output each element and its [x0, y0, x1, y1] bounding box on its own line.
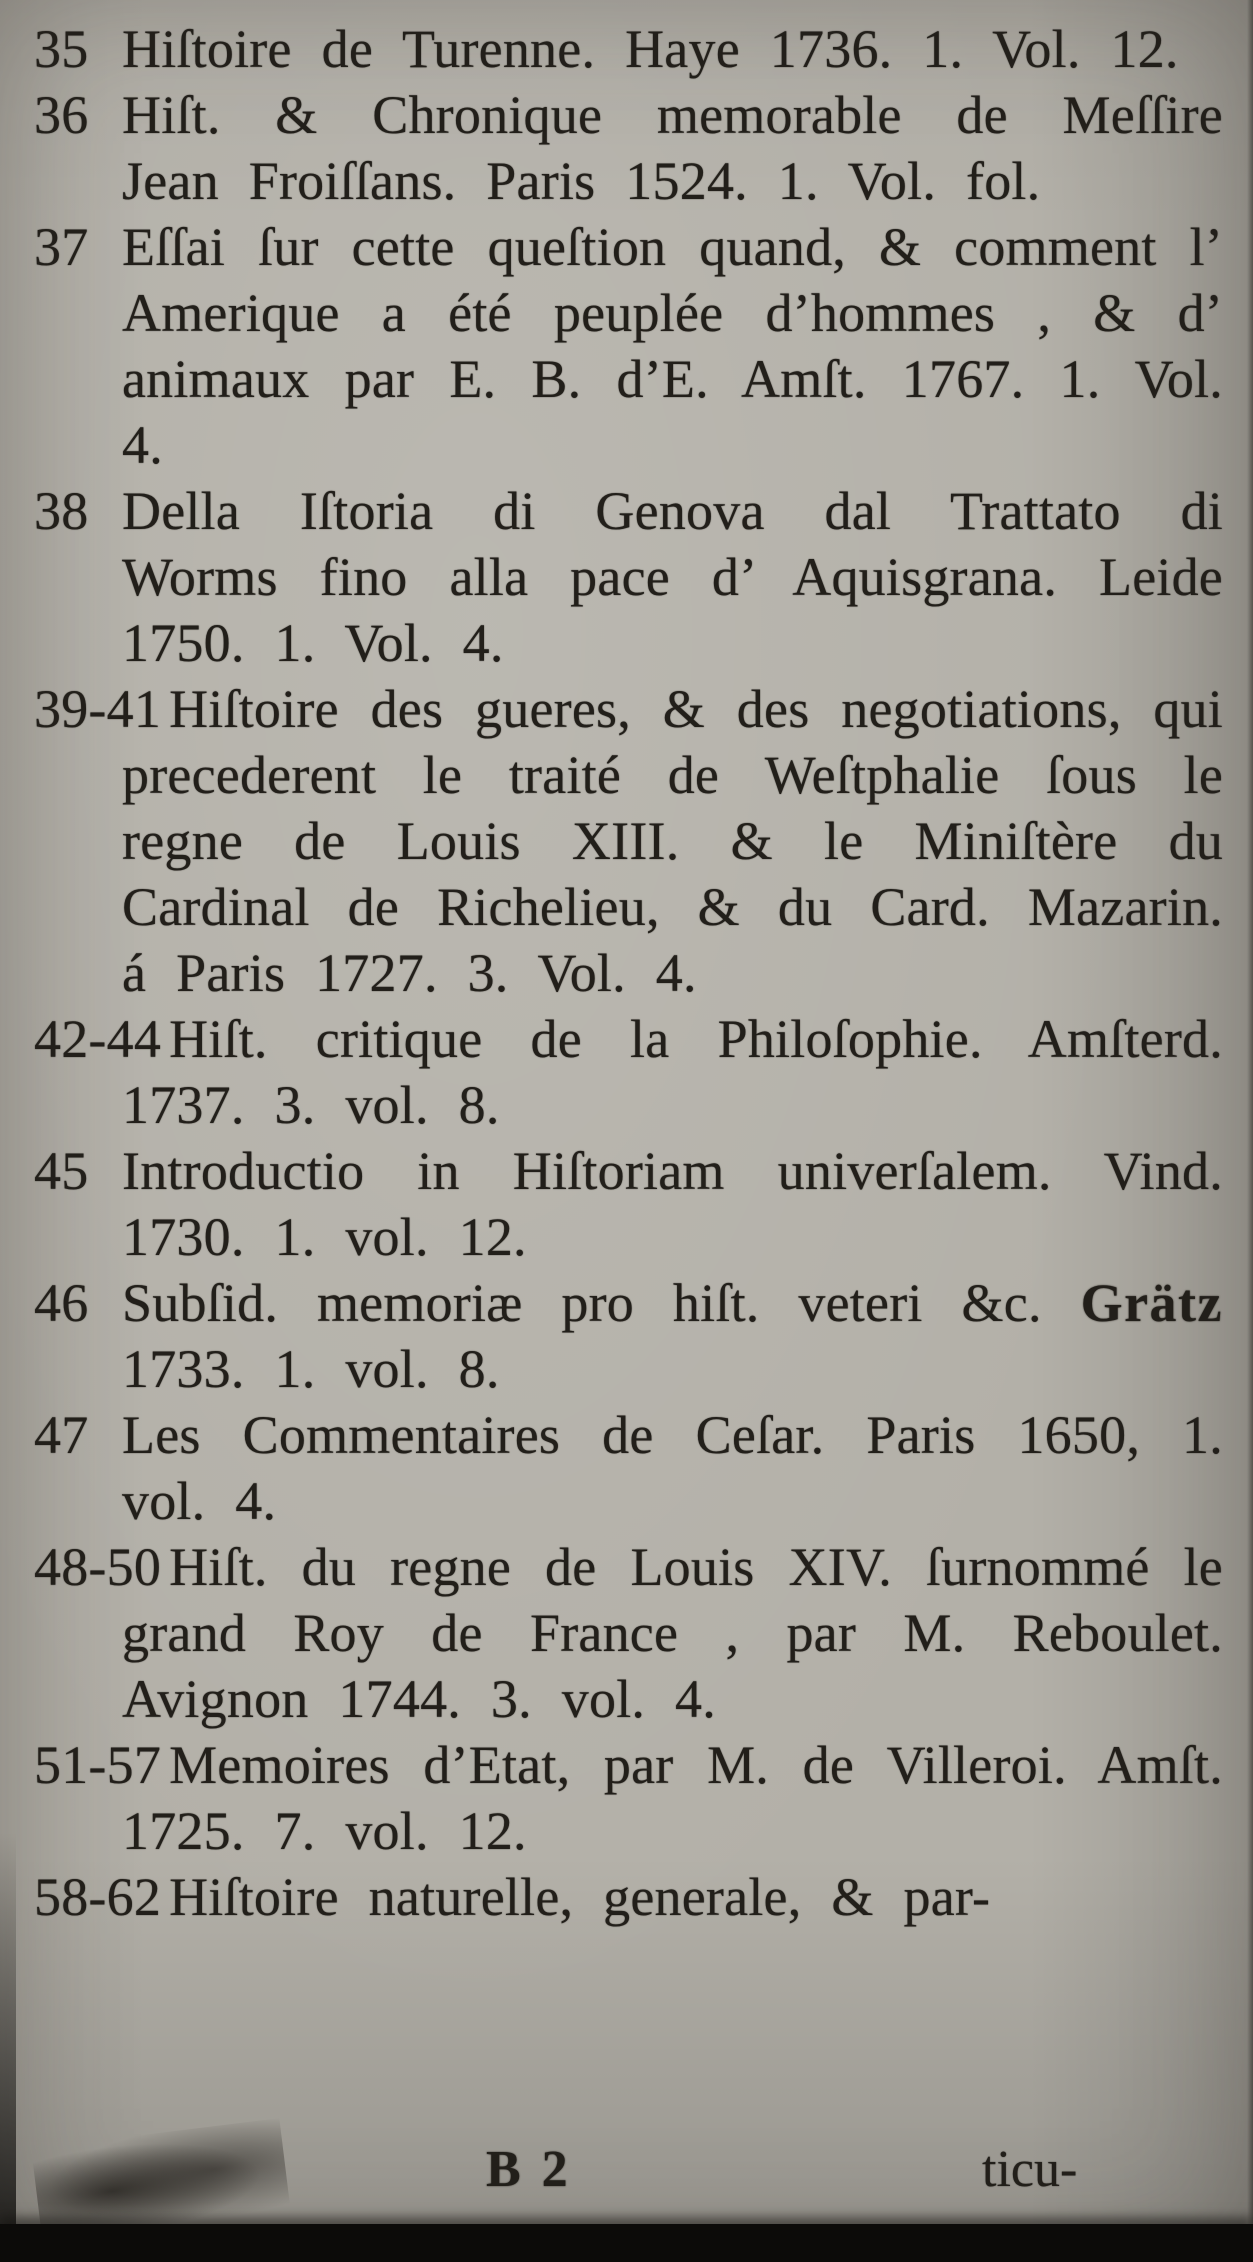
- fraktur-word: Grätz: [1080, 1273, 1223, 1333]
- entry-number: 48-50: [34, 1537, 162, 1597]
- signature-mark: B 2: [486, 2141, 572, 2198]
- entry-number: 58-62: [34, 1867, 162, 1927]
- entry-text: Hiſtoire des gueres, & des negotiations, qui precederent le traité de Weſtphalie ſous le regne de Louis XIII. & le Miniſtère du Cardinal de Richelieu, & du Card. Mazarin. á Paris 1727. 3. Vol. 4.: [122, 679, 1223, 1003]
- entry-text: Hiſt. du regne de Louis XIV. ſurnommé le grand Roy de France , par M. Reboulet. Avignon 1744. 3. vol. 4.: [122, 1537, 1223, 1729]
- entry-number: 46: [34, 1273, 89, 1333]
- catalog-entry: [34, 1732, 1223, 1864]
- entry-text: Memoires d’Etat, par M. de Villeroi. Amſt. 1725. 7. vol. 12.: [122, 1735, 1223, 1861]
- catalog-entry: [34, 676, 1223, 1006]
- entry-list: [34, 16, 1223, 1930]
- entry-number: 47: [34, 1405, 89, 1465]
- left-edge-shadow: [0, 1832, 16, 2262]
- catalog-entry: [34, 16, 1223, 82]
- entry-text: Hiſt. & Chronique memorable de Meſſire Jean Froiſſans. Paris 1524. 1. Vol. fol.: [122, 85, 1223, 211]
- entry-number: 45: [34, 1141, 89, 1201]
- catalog-entry: [34, 82, 1223, 214]
- right-edge-shadow: [1247, 0, 1253, 2262]
- entry-text: Hiſtoire de Turenne. Haye 1736. 1. Vol. 12.: [122, 19, 1179, 79]
- catalog-entry: [34, 1534, 1223, 1732]
- entry-text: Subſid. memoriæ pro hiſt. veteri &c. Grätz 1733. 1. vol. 8.: [122, 1273, 1223, 1399]
- entry-text: Hiſt. critique de la Philoſophie. Amſterd. 1737. 3. vol. 8.: [122, 1009, 1223, 1135]
- entry-text: Della Iſtoria di Genova dal Trattato di Worms fino alla pace d’ Aquisgrana. Leide 1750. 1. Vol. 4.: [122, 481, 1223, 673]
- catalog-entry: [34, 1006, 1223, 1138]
- catalog-entry: [34, 478, 1223, 676]
- entry-text: Introductio in Hiſtoriam univerſalem. Vind. 1730. 1. vol. 12.: [122, 1141, 1223, 1267]
- catalog-entry: [34, 1864, 1223, 1930]
- scan-bottom-band: [0, 2224, 1253, 2262]
- catalog-entry: [34, 1270, 1223, 1402]
- entry-text: Les Commentaires de Ceſar. Paris 1650, 1. vol. 4.: [122, 1405, 1223, 1531]
- entry-number: 38: [34, 481, 89, 541]
- entry-number: 37: [34, 217, 89, 277]
- entry-number: 39-41: [34, 679, 162, 739]
- catchword: ticu-: [982, 2141, 1078, 2198]
- entry-number: 36: [34, 85, 89, 145]
- entry-number: 51-57: [34, 1735, 162, 1795]
- entry-text: Hiſtoire naturelle, generale, & par-: [169, 1867, 991, 1927]
- entry-number: 35: [34, 19, 89, 79]
- catalog-entry: [34, 1402, 1223, 1534]
- catalog-entry: [34, 1138, 1223, 1270]
- entry-number: 42-44: [34, 1009, 162, 1069]
- catalog-entry: [34, 214, 1223, 478]
- entry-text: Eſſai ſur cette queſtion quand, & comment l’ Amerique a été peuplée d’hommes , & d’ animaux par E. B. d’E. Amſt. 1767. 1. Vol. 4.: [122, 217, 1223, 475]
